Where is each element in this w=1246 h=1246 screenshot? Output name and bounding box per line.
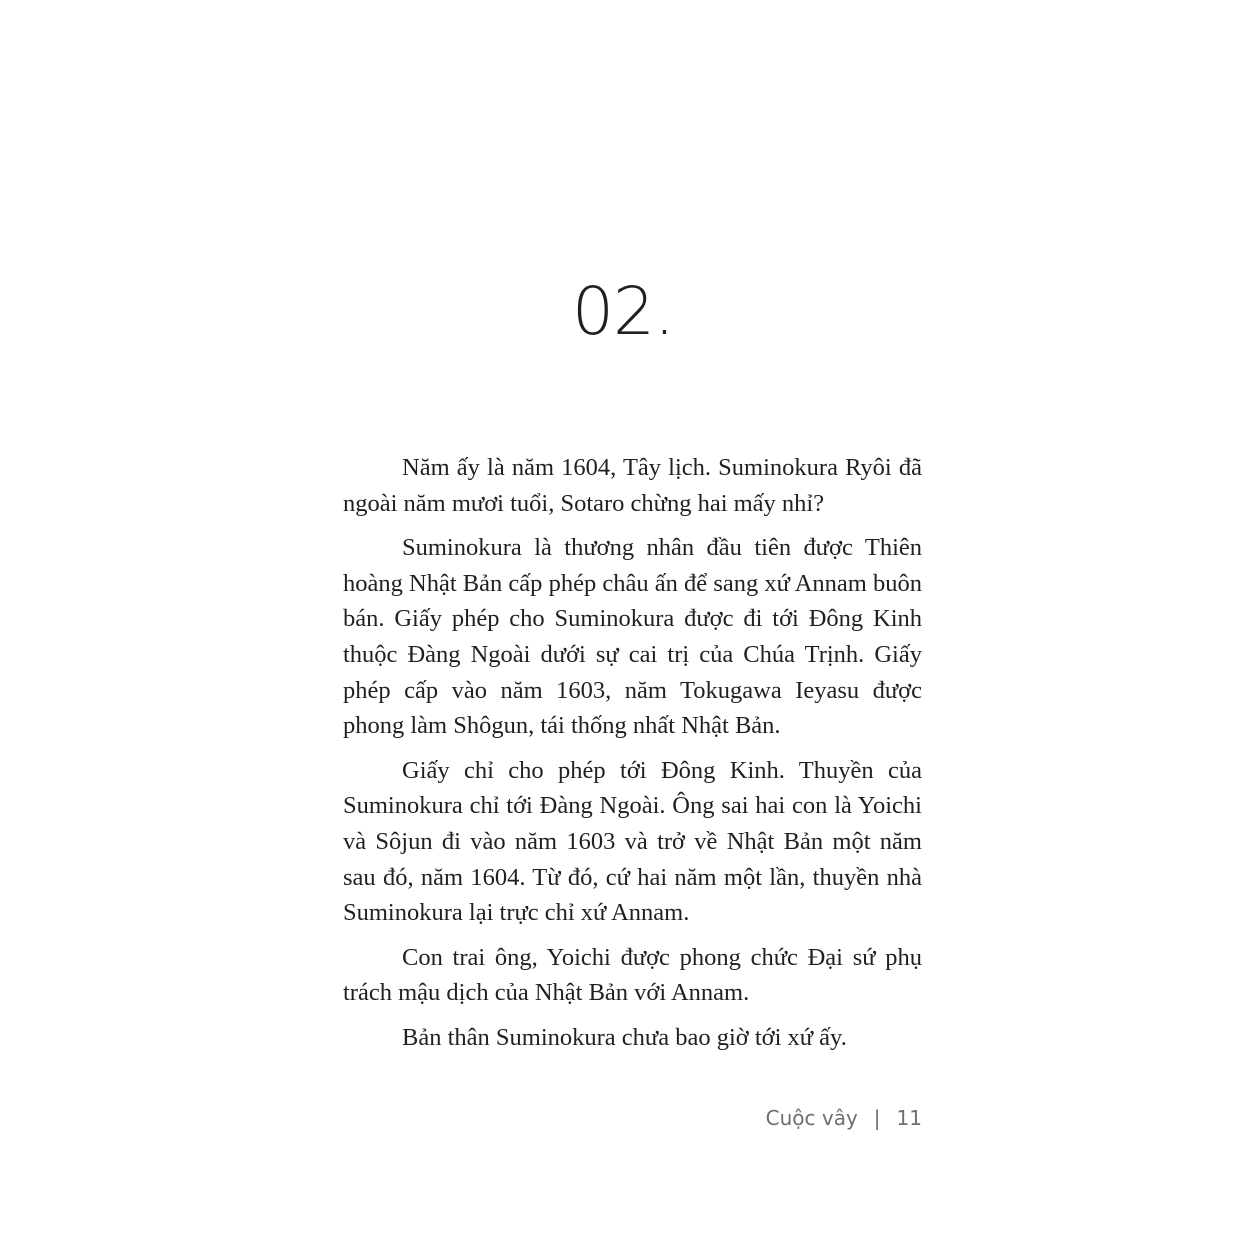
footer-separator: | (873, 1106, 881, 1130)
paragraph: Bản thân Suminokura chưa bao giờ tới xứ ấy. (402, 1023, 847, 1051)
paragraph: Năm ấy là năm 1604, Tây lịch. Suminokura Ryôi đã ngoài năm mươi tuổi, Sotaro chừng hai mấy nhỉ? (343, 454, 922, 517)
running-footer (766, 1104, 922, 1132)
chapter-body (343, 450, 922, 1065)
page-number: 11 (896, 1106, 922, 1130)
paragraph: Giấy chỉ cho phép tới Đông Kinh. Thuyền của Suminokura chỉ tới Đàng Ngoài. Ông sai hai con là Yoichi và Sôjun đi vào năm 1603 và trở về Nhật Bản một năm sau đó, năm 1604. Từ đó, cứ hai năm một lần, thuyền nhà Suminokura lại trực chỉ xứ Annam. (343, 756, 922, 927)
chapter-number: 02. (572, 273, 674, 350)
paragraph: Suminokura là thương nhân đầu tiên được Thiên hoàng Nhật Bản cấp phép châu ấn để sang xứ Annam buôn bán. Giấy phép cho Suminokura được đi tới Đông Kinh thuộc Đàng Ngoài dưới sự cai trị của Chúa Trịnh. Giấy phép cấp vào năm 1603, năm Tokugawa Ieyasu được phong làm Shôgun, tái thống nhất Nhật Bản. (343, 534, 922, 740)
paragraph: Con trai ông, Yoichi được phong chức Đại sứ phụ trách mậu dịch của Nhật Bản với Annam. (343, 943, 922, 1007)
book-title: Cuộc vây (765, 1106, 858, 1130)
